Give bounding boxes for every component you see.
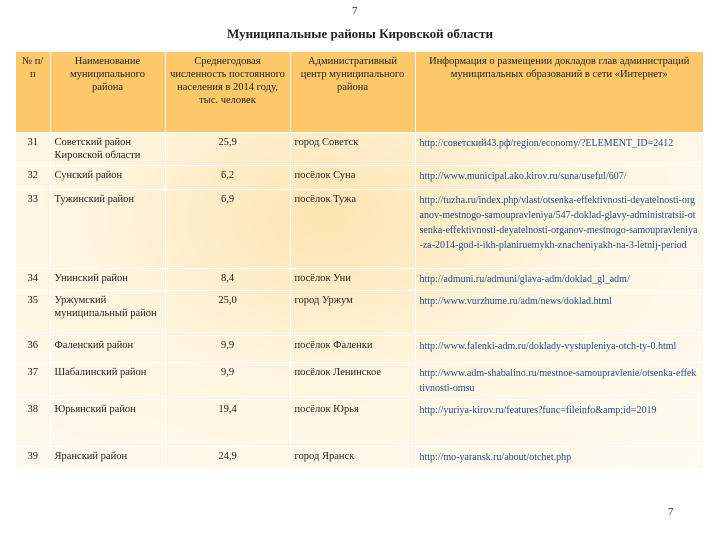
- row-number: 35: [16, 291, 50, 336]
- report-link[interactable]: http://mo-yaransk.ru/about/otchet.php: [415, 447, 704, 469]
- population: 25,9: [165, 133, 290, 166]
- admin-center: город Яранск: [290, 447, 415, 469]
- page-number-top: 7: [352, 5, 358, 17]
- table-row: [16, 190, 704, 269]
- table-row: [16, 400, 704, 447]
- population: 8,4: [165, 269, 290, 291]
- table-row: [16, 336, 704, 363]
- report-link[interactable]: http://www.vurzhume.ru/adm/news/doklad.html: [415, 291, 704, 336]
- district-name: Сунский район: [50, 166, 165, 190]
- table-row: [16, 166, 704, 190]
- report-link[interactable]: http://www.adm-shabalino.ru/mestnoe-samoupravlenie/otsenka-effektivnosti-omsu: [415, 363, 704, 400]
- row-number: 31: [16, 133, 50, 166]
- district-name: Фаленский район: [50, 336, 165, 363]
- district-name: Яранский район: [50, 447, 165, 469]
- population: 19,4: [165, 400, 290, 447]
- row-number: 36: [16, 336, 50, 363]
- header-name: Наименование муниципального района: [50, 52, 165, 133]
- admin-center: город Уржум: [290, 291, 415, 336]
- page-title: Муниципальные районы Кировской области: [226, 26, 494, 41]
- header-population: Среднегодовая численность постоянного населения в 2014 году, тыс. человек: [165, 52, 290, 133]
- header-number: № п/п: [16, 52, 50, 133]
- district-name: Тужинский район: [50, 190, 165, 269]
- table-row: [16, 291, 704, 336]
- population: 9,9: [165, 363, 290, 400]
- row-number: 34: [16, 269, 50, 291]
- district-name: Унинский район: [50, 269, 165, 291]
- report-link[interactable]: http://www.falenki-adm.ru/doklady-vystupleniya-otch-ty-0.html: [415, 336, 704, 363]
- row-number: 32: [16, 166, 50, 190]
- row-number: 33: [16, 190, 50, 269]
- report-link[interactable]: http://советский43.рф/region/economy/?ELEMENT_ID=2412: [415, 133, 704, 166]
- row-number: 37: [16, 363, 50, 400]
- admin-center: посёлок Уни: [290, 269, 415, 291]
- population: 9,9: [165, 336, 290, 363]
- table-row: [16, 133, 704, 166]
- table-row: [16, 269, 704, 291]
- row-number: 38: [16, 400, 50, 447]
- admin-center: посёлок Юрья: [290, 400, 415, 447]
- row-number: 39: [16, 447, 50, 469]
- districts-table: [16, 52, 704, 468]
- report-link[interactable]: http://yuriya-kirov.ru/features?func=fileinfo&amp;id=2019: [415, 400, 704, 447]
- admin-center: посёлок Тужа: [290, 190, 415, 269]
- header-info: Информация о размещении докладов глав администраций муниципальных образований в сети «Интернет»: [415, 52, 704, 133]
- table-row: [16, 447, 704, 469]
- population: 25,0: [165, 291, 290, 336]
- table-row: [16, 363, 704, 400]
- report-link[interactable]: http://www.municipal.ako.kirov.ru/suna/useful/607/: [415, 166, 704, 190]
- population: 6,2: [165, 166, 290, 190]
- district-name: Юрьянский район: [50, 400, 165, 447]
- admin-center: посёлок Фаленки: [290, 336, 415, 363]
- district-name: Шабалинский район: [50, 363, 165, 400]
- district-name: Советский район Кировской области: [50, 133, 165, 166]
- page-number-bottom: 7: [668, 506, 674, 518]
- admin-center: посёлок Суна: [290, 166, 415, 190]
- admin-center: посёлок Ленинское: [290, 363, 415, 400]
- report-link[interactable]: http://admuni.ru/admuni/glava-adm/doklad_gl_adm/: [415, 269, 704, 291]
- district-name: Уржумский муниципальный район: [50, 291, 165, 336]
- admin-center: город Советск: [290, 133, 415, 166]
- population: 6,9: [165, 190, 290, 269]
- header-center: Административный центр муниципального района: [290, 52, 415, 133]
- report-link[interactable]: http://tuzha.ru/index.php/vlast/otsenka-effektivnosti-deyatelnosti-organov-mestnogo-samoupravleniya/547-doklad-glavy-administratsii-otsenka-effektivnosti-deyatelnosti-organov-mestnogo-samoupravleniya-za-2014-god-i-ikh-planiruemykh-znacheniyakh-na-3-letnij-period: [415, 190, 704, 269]
- population: 24,9: [165, 447, 290, 469]
